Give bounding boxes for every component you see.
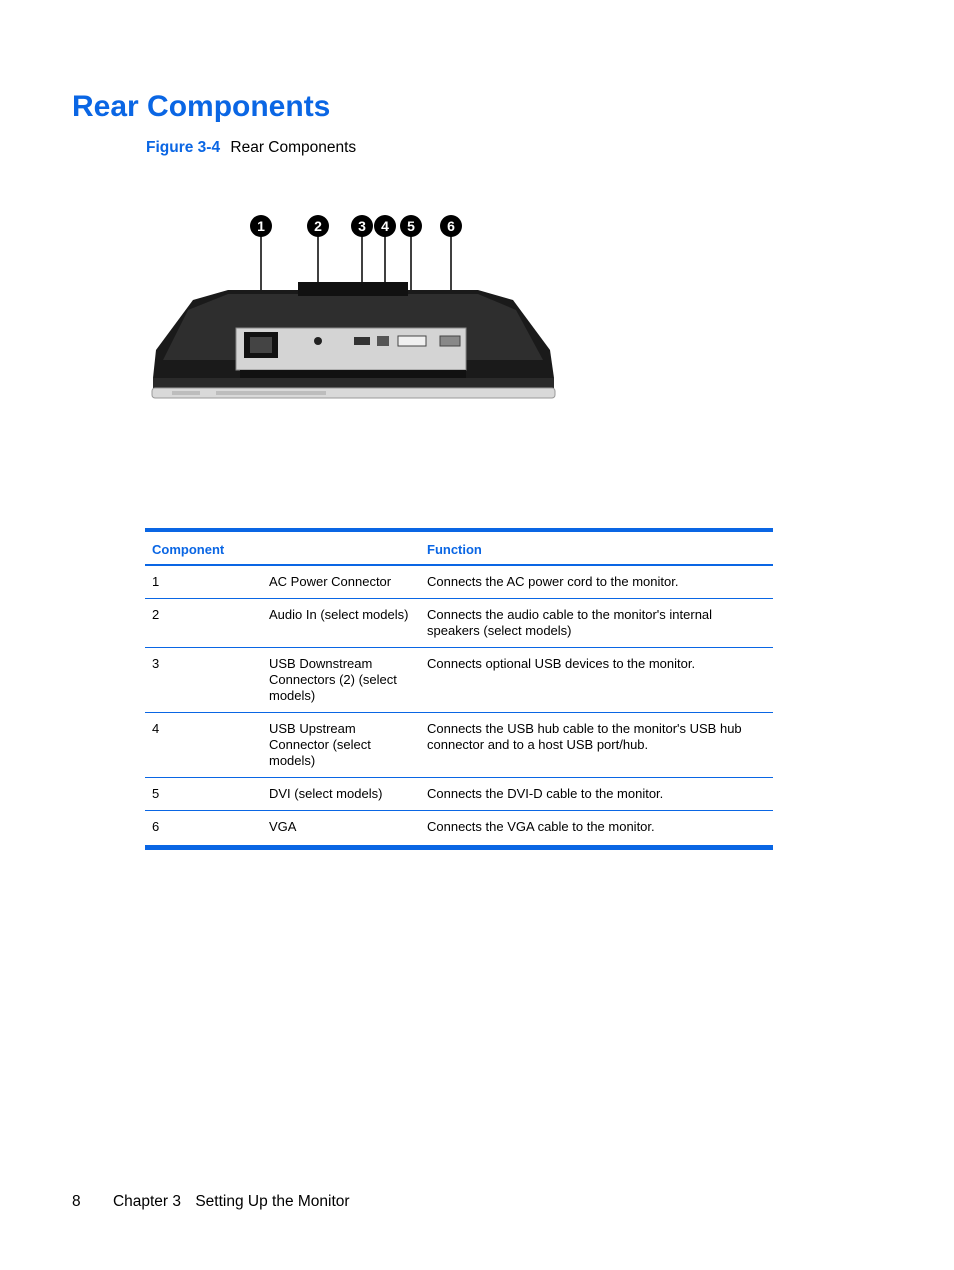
row-number: 6 <box>152 819 160 834</box>
footer-chapter-title: Setting Up the Monitor <box>195 1193 350 1210</box>
page-title: Rear Components <box>72 90 331 123</box>
table-row <box>145 565 773 599</box>
row-function: Connects optional USB devices to the monitor. <box>420 648 773 713</box>
monitor-rear-illustration <box>148 210 558 410</box>
callout-6-label: 6 <box>447 218 455 234</box>
callout-1-label: 1 <box>257 218 265 234</box>
row-component: Audio In (select models) <box>262 599 420 648</box>
row-component: USB Downstream Connectors (2) (select models) <box>262 648 420 713</box>
row-number: 3 <box>145 648 262 713</box>
callouts <box>250 215 462 237</box>
page-number: 8 <box>72 1193 81 1210</box>
page-footer <box>72 1193 350 1211</box>
row-number: 1 <box>145 565 262 599</box>
components-table <box>145 528 773 850</box>
figure-label: Figure 3-4 <box>146 139 221 156</box>
row-component: VGA <box>269 819 297 834</box>
footer-chapter: Chapter 3 <box>112 1193 182 1210</box>
header-function: Function <box>420 532 773 565</box>
table-header-row <box>145 532 773 565</box>
figure-caption <box>146 139 356 157</box>
table-row <box>145 811 773 846</box>
row-component: DVI (select models) <box>262 778 420 811</box>
row-function: Connects the audio cable to the monitor's internal speakers (select models) <box>420 599 773 648</box>
callout-3-label: 3 <box>358 218 366 234</box>
row-function: Connects the USB hub cable to the monitor's USB hub connector and to a host USB port/hub. <box>420 713 773 778</box>
row-number: 2 <box>145 599 262 648</box>
row-function: Connects the AC power cord to the monitor. <box>420 565 773 599</box>
table-row <box>145 778 773 811</box>
monitor-rear-figure <box>148 210 558 415</box>
monitor-body <box>152 282 555 398</box>
table-row <box>145 599 773 648</box>
row-number: 4 <box>145 713 262 778</box>
header-component: Component <box>145 532 420 565</box>
figure-caption-text: Rear Components <box>230 139 357 156</box>
row-component: USB Upstream Connector (select models) <box>262 713 420 778</box>
row-function: Connects the DVI-D cable to the monitor. <box>420 778 773 811</box>
callout-5-label: 5 <box>407 218 415 234</box>
callout-4-label: 4 <box>381 218 389 234</box>
table-row <box>145 648 773 713</box>
table-row <box>145 713 773 778</box>
row-component: AC Power Connector <box>262 565 420 599</box>
row-function: Connects the VGA cable to the monitor. <box>427 819 655 834</box>
callout-2-label: 2 <box>314 218 322 234</box>
row-number: 5 <box>145 778 262 811</box>
